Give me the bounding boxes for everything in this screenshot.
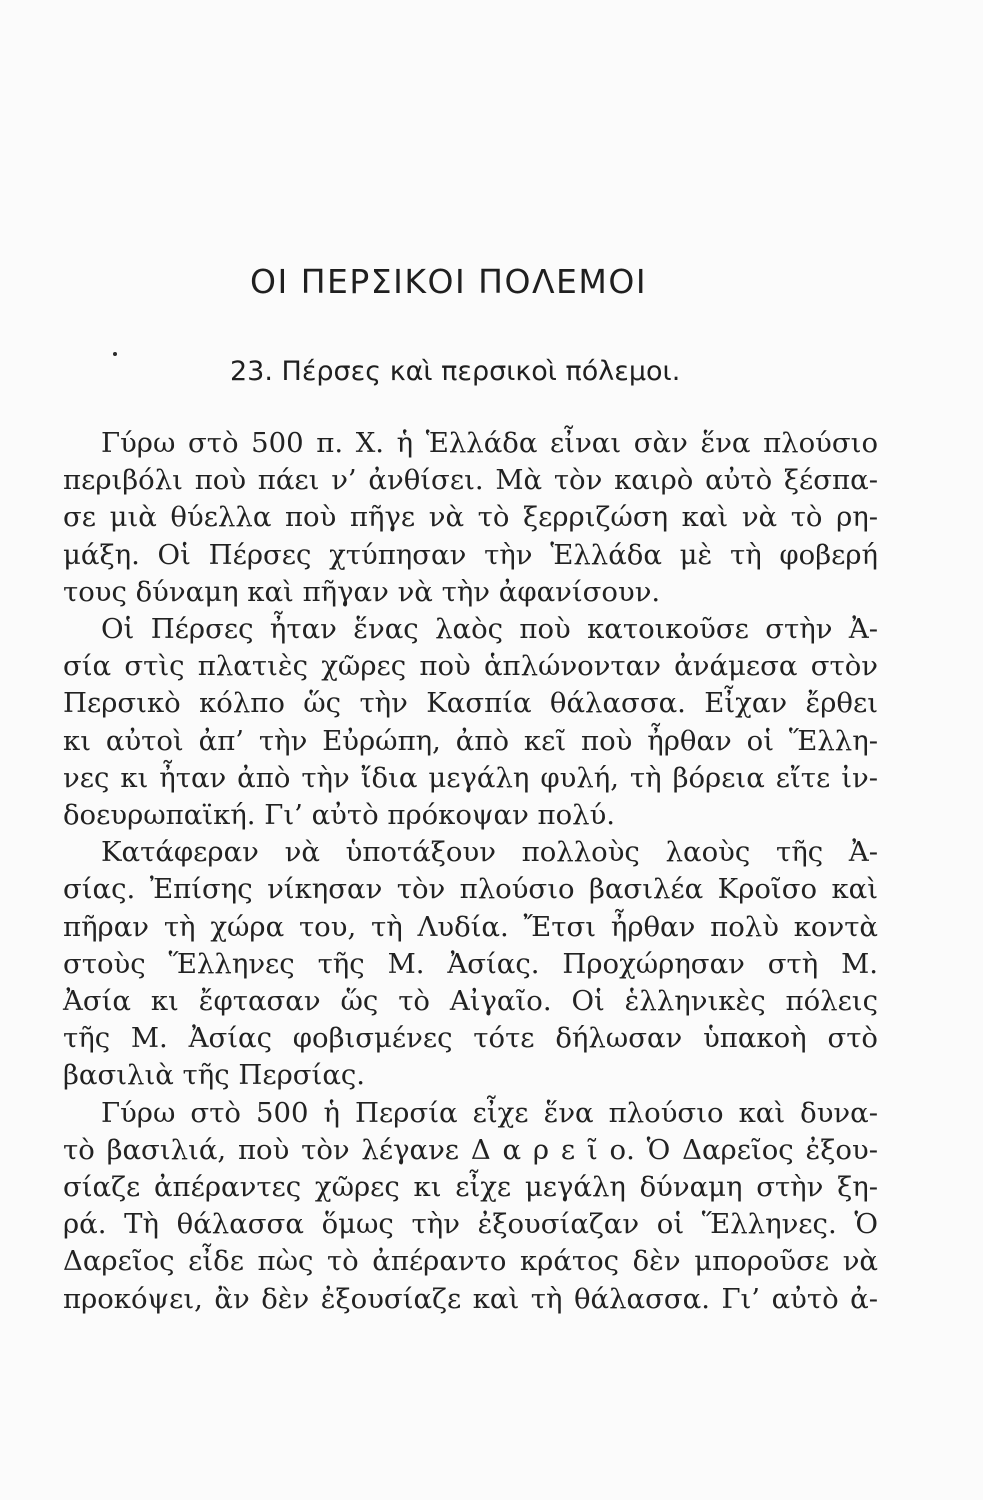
text-line: Δαρεῖος εἶδε πὼς τὸ ἀπέραντο κράτος δὲν μποροῦσε νὰ: [63, 1245, 878, 1278]
section-heading: 23. Πέρσες καὶ περσικοὶ πόλεμοι.: [230, 356, 681, 387]
text-line: νες κι ἦταν ἀπὸ τὴν ἴδια μεγάλη φυλή, τὴ βόρεια εἴτε ἰν-: [63, 761, 878, 794]
text-line: σίαζε ἀπέραντες χῶρες κι εἶχε μεγάλη δύναμη στὴν ξη-: [63, 1171, 878, 1204]
text-line: Γύρω στὸ 500 π. Χ. ἡ Ἑλλάδα εἶναι σὰν ἕνα πλούσιο: [101, 427, 878, 459]
text-line: στοὺς Ἕλληνες τῆς Μ. Ἀσίας. Προχώρησαν στὴ Μ.: [63, 947, 878, 980]
text-line: Ἀσία κι ἔφτασαν ὥς τὸ Αἰγαῖο. Οἱ ἑλληνικὲς πόλεις: [63, 985, 878, 1018]
text-line: Γύρω στὸ 500 ἡ Περσία εἶχε ἕνα πλούσιο καὶ δυνα-: [101, 1096, 878, 1129]
text-line: σίας. Ἐπίσης νίκησαν τὸν πλούσιο βασιλέα Κροῖσο καὶ: [63, 873, 878, 906]
text-line: βασιλιὰ τῆς Περσίας.: [63, 1059, 366, 1092]
text-line: πῆραν τὴ χώρα του, τὴ Λυδία. Ἔτσι ἦρθαν πολὺ κοντὰ: [63, 910, 878, 943]
text-line: Κατάφεραν νὰ ὑποτάξουν πολλοὺς λαοὺς τῆς Ἀ-: [101, 836, 878, 869]
text-line: τους δύναμη καὶ πῆγαν νὰ τὴν ἀφανίσουν.: [63, 575, 661, 608]
text-line: προκόψει, ἂν δὲν ἐξουσίαζε καὶ τὴ θάλασσα. Γι’ αὐτὸ ἀ-: [63, 1282, 878, 1315]
body-text: [63, 425, 878, 1318]
text-line: σε μιὰ θύελλα ποὺ πῆγε νὰ τὸ ξερριζώση καὶ νὰ τὸ ρη-: [63, 501, 878, 534]
text-line: δοευρωπαϊκή. Γι’ αὐτὸ πρόκοψαν πολύ.: [63, 799, 616, 832]
text-line: τῆς Μ. Ἀσίας φοβισμένες τότε δήλωσαν ὑπακοὴ στὸ: [63, 1022, 878, 1055]
text-line: Οἱ Πέρσες ἦταν ἕνας λαὸς ποὺ κατοικοῦσε στὴν Ἀ-: [101, 613, 878, 646]
chapter-title: ΟΙ ΠΕΡΣΙΚΟΙ ΠΟΛΕΜΟΙ: [250, 262, 648, 301]
text-line: περιβόλι ποὺ πάει ν’ ἀνθίσει. Μὰ τὸν καιρὸ αὐτὸ ξέσπα-: [63, 464, 878, 497]
text-line: κι αὐτοὶ ἀπ’ τὴν Εὐρώπη, ἀπὸ κεῖ ποὺ ἦρθαν οἱ Ἕλλη-: [63, 724, 878, 757]
text-line: Περσικὸ κόλπο ὥς τὴν Κασπία θάλασσα. Εἶχαν ἔρθει: [63, 687, 878, 720]
text-line: ρά. Τὴ θάλασσα ὅμως τὴν ἐξουσίαζαν οἱ Ἕλληνες. Ὁ: [63, 1208, 878, 1241]
text-line: μάξη. Οἱ Πέρσες χτύπησαν τὴν Ἑλλάδα μὲ τὴ φοβερή: [63, 538, 878, 571]
text-line: τὸ βασιλιά, ποὺ τὸν λέγανε Δ α ρ ε ῖ ο. Ὁ Δαρεῖος ἐξου-: [63, 1133, 878, 1166]
text-line: σία στὶς πλατιὲς χῶρες ποὺ ἁπλώνονταν ἀνάμεσα στὸν: [63, 650, 878, 683]
ink-speck: [113, 352, 117, 356]
